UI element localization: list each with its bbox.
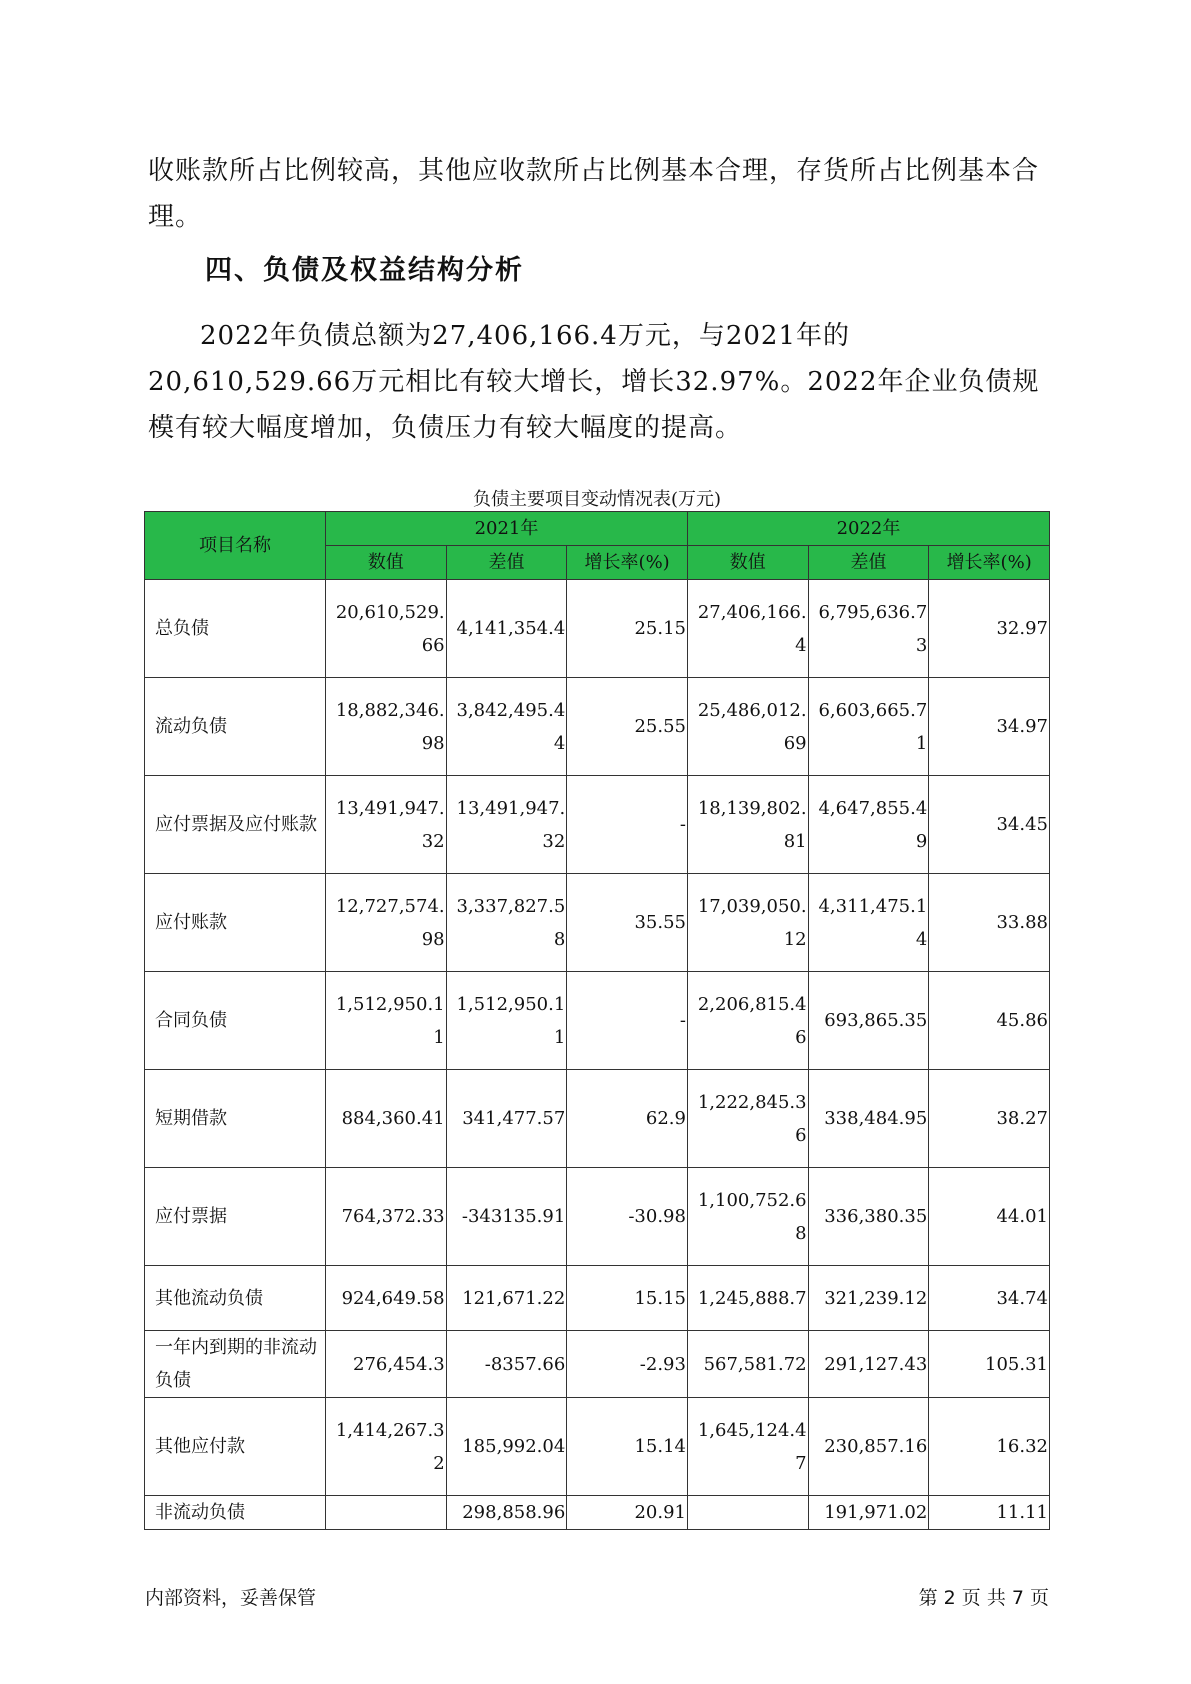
cell-value-2021: 12,727,574.98 (325, 874, 446, 972)
header-item-name: 项目名称 (145, 512, 326, 580)
cell-growth-2022: 105.31 (929, 1331, 1050, 1398)
footer-page-number: 第 2 页 共 7 页 (918, 1587, 1049, 1609)
cell-growth-2022: 33.88 (929, 874, 1050, 972)
cell-diff-2021: 4,141,354.4 (446, 580, 567, 678)
cell-value-2021: 18,882,346.98 (325, 678, 446, 776)
cell-value-2022: 1,222,845.36 (687, 1070, 808, 1168)
header-year-2022: 2022年 (687, 512, 1049, 546)
cell-growth-2022: 34.74 (929, 1266, 1050, 1331)
cell-value-2022: 18,139,802.81 (687, 776, 808, 874)
cell-value-2021: 276,454.3 (325, 1331, 446, 1398)
cell-value-2022: 567,581.72 (687, 1331, 808, 1398)
cell-value-2021: 1,512,950.11 (325, 972, 446, 1070)
subheader-value-2022: 数值 (687, 546, 808, 580)
table-row (145, 1168, 1050, 1266)
table-row (145, 1331, 1050, 1398)
row-name: 合同负债 (145, 972, 326, 1070)
cell-diff-2022: 291,127.43 (808, 1331, 929, 1398)
cell-diff-2021: 3,337,827.58 (446, 874, 567, 972)
cell-value-2021: 884,360.41 (325, 1070, 446, 1168)
subheader-diff-2022: 差值 (808, 546, 929, 580)
cell-diff-2022: 693,865.35 (808, 972, 929, 1070)
cell-growth-2021: - (567, 776, 688, 874)
cell-diff-2021: 298,858.96 (446, 1496, 567, 1530)
cell-growth-2022: 34.45 (929, 776, 1050, 874)
body-paragraph-summary: 2022年负债总额为27,406,166.4万元，与2021年的20,610,529.66万元相比有较大增长，增长32.97%。2022年企业负债规模有较大幅度增加，负债压力有较大幅度的提高。 (148, 321, 1040, 443)
row-name: 短期借款 (145, 1070, 326, 1168)
cell-diff-2022: 336,380.35 (808, 1168, 929, 1266)
cell-diff-2022: 321,239.12 (808, 1266, 929, 1331)
cell-value-2022: 1,245,888.7 (687, 1266, 808, 1331)
cell-growth-2021: 15.15 (567, 1266, 688, 1331)
row-name: 非流动负债 (145, 1496, 326, 1530)
cell-diff-2022: 4,311,475.14 (808, 874, 929, 972)
cell-diff-2022: 4,647,855.49 (808, 776, 929, 874)
cell-growth-2021: 62.9 (567, 1070, 688, 1168)
table-row (145, 874, 1050, 972)
cell-value-2021: 13,491,947.32 (325, 776, 446, 874)
cell-value-2022: 25,486,012.69 (687, 678, 808, 776)
row-name: 其他应付款 (145, 1398, 326, 1496)
cell-diff-2021: -8357.66 (446, 1331, 567, 1398)
cell-diff-2021: 121,671.22 (446, 1266, 567, 1331)
cell-growth-2022: 34.97 (929, 678, 1050, 776)
cell-growth-2021: - (567, 972, 688, 1070)
cell-diff-2022: 230,857.16 (808, 1398, 929, 1496)
cell-growth-2022: 45.86 (929, 972, 1050, 1070)
row-name: 其他流动负债 (145, 1266, 326, 1331)
cell-value-2021: 20,610,529.66 (325, 580, 446, 678)
cell-growth-2021: 35.55 (567, 874, 688, 972)
cell-diff-2021: 3,842,495.44 (446, 678, 567, 776)
row-name: 流动负债 (145, 678, 326, 776)
cell-diff-2022: 6,795,636.73 (808, 580, 929, 678)
section-heading: 四、负债及权益结构分析 (205, 255, 524, 286)
footer-confidential-note: 内部资料，妥善保管 (145, 1587, 317, 1609)
row-name: 应付票据 (145, 1168, 326, 1266)
cell-value-2022: 1,100,752.68 (687, 1168, 808, 1266)
cell-value-2022: 1,645,124.47 (687, 1398, 808, 1496)
cell-value-2021: 924,649.58 (325, 1266, 446, 1331)
table-row (145, 580, 1050, 678)
cell-growth-2021: -30.98 (567, 1168, 688, 1266)
cell-value-2022: 27,406,166.4 (687, 580, 808, 678)
table-caption: 负债主要项目变动情况表(万元) (472, 489, 722, 510)
cell-value-2022: 2,206,815.46 (687, 972, 808, 1070)
cell-growth-2022: 32.97 (929, 580, 1050, 678)
header-year-2021: 2021年 (325, 512, 687, 546)
subheader-growth-2021: 增长率(%) (567, 546, 688, 580)
cell-diff-2022: 6,603,665.71 (808, 678, 929, 776)
row-name: 总负债 (145, 580, 326, 678)
cell-diff-2021: 185,992.04 (446, 1398, 567, 1496)
cell-growth-2021: 25.15 (567, 580, 688, 678)
cell-value-2021: 764,372.33 (325, 1168, 446, 1266)
cell-growth-2021: 15.14 (567, 1398, 688, 1496)
row-name: 应付票据及应付账款 (145, 776, 326, 874)
cell-value-2021: 1,414,267.32 (325, 1398, 446, 1496)
liability-table (144, 511, 1050, 1530)
cell-growth-2022: 11.11 (929, 1496, 1050, 1530)
cell-value-2022 (687, 1496, 808, 1530)
subheader-value-2021: 数值 (325, 546, 446, 580)
cell-value-2022: 17,039,050.12 (687, 874, 808, 972)
cell-growth-2021: 25.55 (567, 678, 688, 776)
table-row (145, 776, 1050, 874)
cell-diff-2021: 13,491,947.32 (446, 776, 567, 874)
table-row (145, 1266, 1050, 1331)
cell-diff-2021: 341,477.57 (446, 1070, 567, 1168)
cell-diff-2021: -343135.91 (446, 1168, 567, 1266)
body-paragraph-continued: 收账款所占比例较高，其他应收款所占比例基本合理，存货所占比例基本合理。 (148, 156, 1040, 232)
cell-growth-2022: 16.32 (929, 1398, 1050, 1496)
row-name: 一年内到期的非流动负债 (145, 1331, 326, 1398)
table-row (145, 1398, 1050, 1496)
cell-growth-2022: 44.01 (929, 1168, 1050, 1266)
cell-diff-2022: 338,484.95 (808, 1070, 929, 1168)
table-row (145, 1496, 1050, 1530)
row-name: 应付账款 (145, 874, 326, 972)
table-row (145, 972, 1050, 1070)
cell-growth-2021: -2.93 (567, 1331, 688, 1398)
subheader-growth-2022: 增长率(%) (929, 546, 1050, 580)
cell-growth-2021: 20.91 (567, 1496, 688, 1530)
table-row (145, 678, 1050, 776)
subheader-diff-2021: 差值 (446, 546, 567, 580)
table-row (145, 1070, 1050, 1168)
cell-diff-2021: 1,512,950.11 (446, 972, 567, 1070)
cell-diff-2022: 191,971.02 (808, 1496, 929, 1530)
cell-growth-2022: 38.27 (929, 1070, 1050, 1168)
cell-value-2021 (325, 1496, 446, 1530)
